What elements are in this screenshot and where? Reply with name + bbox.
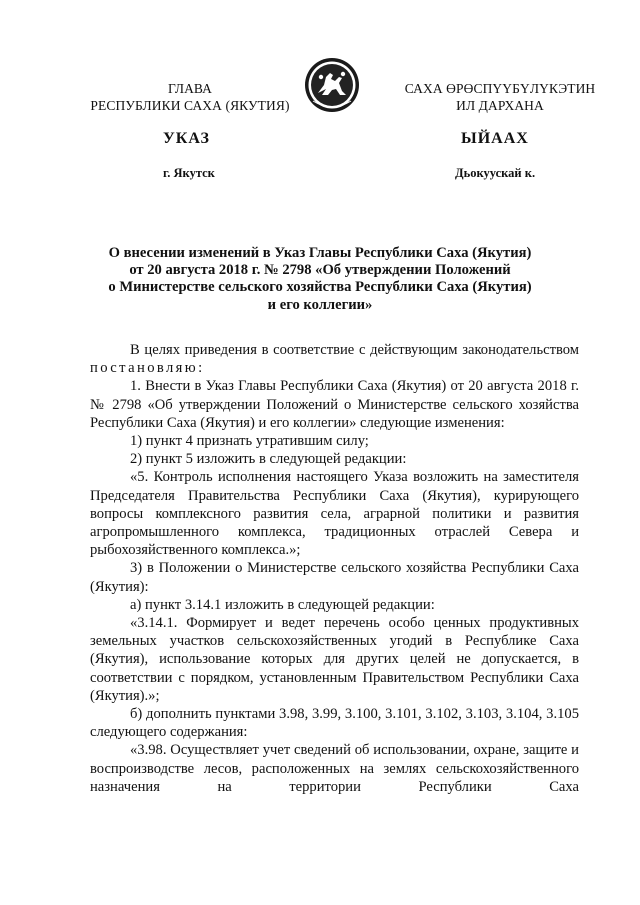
paragraph-subitem-2: 2) пункт 5 изложить в следующей редакции: [130,451,407,468]
document-title-line2: от 20 августа 2018 г. № 2798 «Об утверждении Положений [129,262,511,279]
document-title-line3: о Министерстве сельского хозяйства Республики Саха (Якутия) [108,279,532,296]
doc-type-sakha: ЫЙААХ [461,130,529,147]
issuer-sakha-line1: САХА ӨРӨСПҮҮБҮЛҮКЭТИН [404,81,596,96]
issuer-ru [70,80,310,114]
document-title [70,245,570,314]
paragraph-item-5-text: «5. Контроль исполнения настоящего Указа возложить на заместителя Председателя Правительства Республики Саха (Якутия), курирующего вопросы комплексного развития села, аграрной политики и развития агропромышленного комплекса, традиционных отраслей Севера и рыбохозяйственного комплекса.»; [90,469,579,559]
document-title-line1: О внесении изменений в Указ Главы Республики Саха (Якутия) [108,245,532,261]
issuer-ru-line1: ГЛАВА [167,81,213,96]
issuer-sakha [380,80,620,114]
document-body [90,341,579,796]
preamble-colon: : [198,360,203,377]
coat-of-arms-emblem [304,57,360,113]
document-title-line4: и его коллегии» [267,296,373,313]
preamble-decree-word: постановляю [90,360,199,377]
paragraph-item-1: 1. Внести в Указ Главы Республики Саха (Якутия) от 20 августа 2018 г. № 2798 «Об утверждении Положений о Министерстве сельского хозяйства Республики Саха (Якутия) и его коллегии» следующие изменения: [90,378,579,431]
doc-type-ru: УКАЗ [163,130,210,147]
paragraph-preamble [90,341,579,377]
paragraph-subitem-a: а) пункт 3.14.1 изложить в следующей редакции: [130,596,435,613]
paragraph-subitem-3: 3) в Положении о Министерстве сельского хозяйства Республики Саха (Якутия): [90,560,579,595]
preamble-text: В целях приведения в соответствие с действующим законодательством [130,342,579,358]
city-ru: г. Якутск [163,166,215,180]
issuer-sakha-line2: ИЛ ДАРХАНА [456,98,544,113]
paragraph-item-3-98-text: «3.98. Осуществляет учет сведений об использовании, охране, защите и воспроизводстве лесов, расположенных на землях сельскохозяйственного назначения на территории Республики Саха [90,742,579,795]
paragraph-item-3-14-1-text: «3.14.1. Формирует и ведет перечень особо ценных продуктивных земельных участков сельскохозяйственных угодий в Республике Саха (Якутия), использование которых для других целей не допускается, в соответствии с порядком, установленным Правительством Республики Саха (Якутия).»; [90,615,579,704]
paragraph-subitem-b: б) дополнить пунктами 3.98, 3.99, 3.100, 3.101, 3.102, 3.103, 3.104, 3.105 следующего содержания: [90,706,579,741]
paragraph-subitem-1: 1) пункт 4 признать утратившим силу; [130,433,369,450]
city-sakha: Дьокуускай к. [455,166,536,180]
issuer-ru-line2: РЕСПУБЛИКИ САХА (ЯКУТИЯ) [90,98,290,113]
